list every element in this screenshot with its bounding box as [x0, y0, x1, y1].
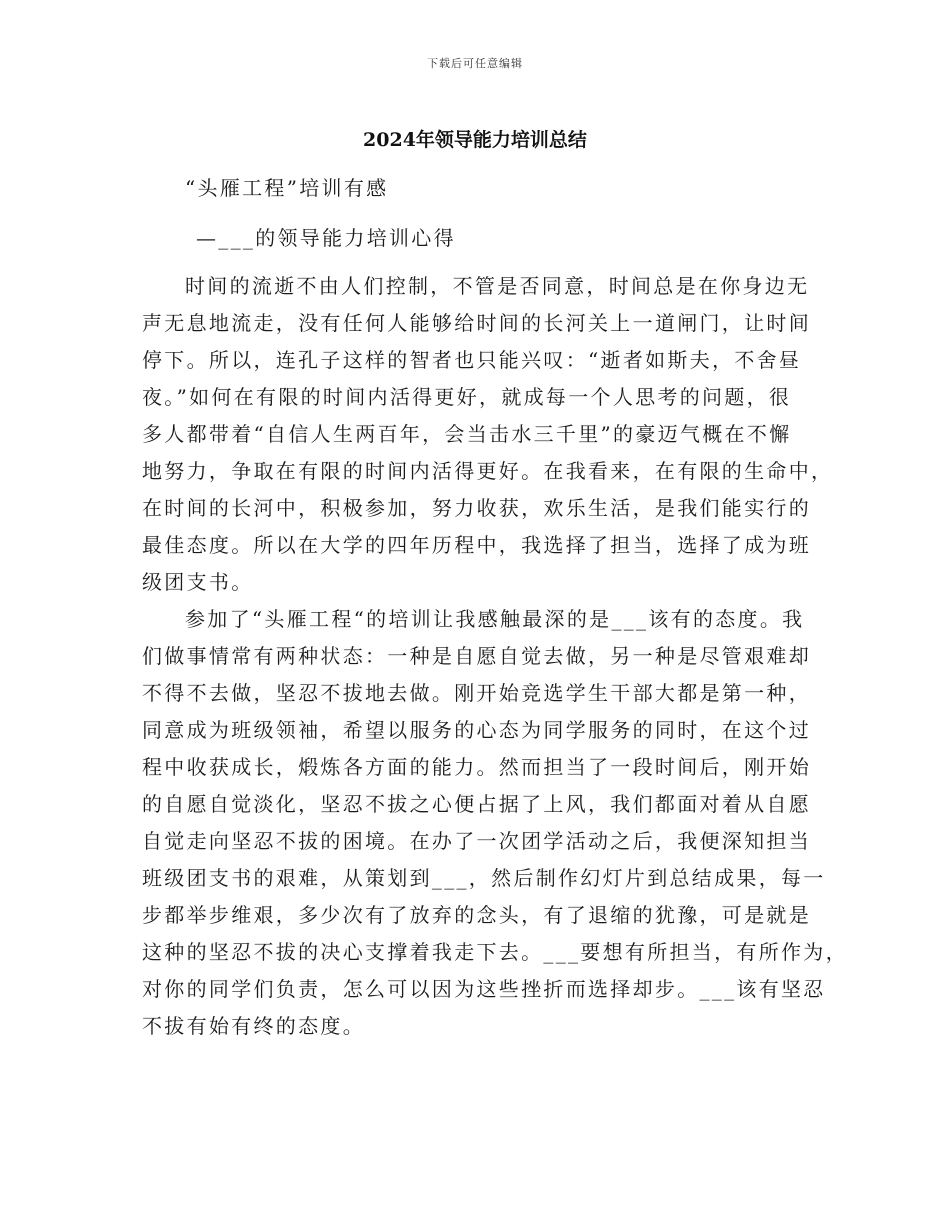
paragraph-line: 在时间的长河中，积极参加，努力收获，欢乐生活，是我们能实行的: [142, 496, 811, 520]
document-title: 2024年领导能力培训总结: [363, 129, 587, 151]
paragraph-line: 同意成为班级领袖，希望以服务的心态为同学服务的同时，在这个过: [142, 718, 811, 742]
paragraph-line: 不拔有始有终的态度。: [142, 1014, 365, 1038]
paragraph-line: 最佳态度。所以在大学的四年历程中，我选择了担当，选择了成为班: [142, 533, 811, 557]
paragraph-line: 们做事情常有两种状态：一种是自愿自觉去做，另一种是尽管艰难却: [142, 644, 811, 668]
paragraph-line: 步都举步维艰，多少次有了放弃的念头，有了退缩的犹豫，可是就是: [142, 903, 811, 927]
paragraph-line: 夜。”如何在有限的时间内活得更好，就成每一个人思考的问题，很: [142, 385, 792, 409]
paragraph-line: 的自愿自觉淡化，坚忍不拔之心便占据了上风，我们都面对着从自愿: [142, 792, 811, 816]
paragraph-line: 这种的坚忍不拔的决心支撑着我走下去。___要想有所担当，有所作为，: [142, 940, 848, 964]
document-byline: —___的领导能力培训心得: [196, 226, 456, 250]
paragraph-line: 对你的同学们负责，怎么可以因为这些挫折而选择却步。___该有坚忍: [142, 977, 826, 1001]
paragraph-line: 地努力，争取在有限的时间内活得更好。在我看来，在有限的生命中，: [142, 459, 834, 483]
page-header-note: 下载后可任意编辑: [427, 57, 523, 70]
paragraph-line: 程中收获成长，煅炼各方面的能力。然而担当了一段时间后，刚开始: [142, 755, 811, 779]
document-subtitle: “头雁工程”培训有感: [185, 176, 389, 200]
paragraph-line: 级团支书。: [142, 570, 254, 594]
paragraph-line: 停下。所以，连孔子这样的智者也只能兴叹：“逝者如斯夫，不舍昼: [142, 348, 802, 372]
paragraph-line: 时间的流逝不由人们控制，不管是否同意，时间总是在你身边无: [185, 274, 810, 298]
paragraph-line: 不得不去做，坚忍不拔地去做。刚开始竞选学生干部大都是第一种，: [142, 681, 811, 705]
paragraph-line: 参加了“头雁工程“的培训让我感触最深的是___该有的态度。我: [185, 607, 805, 631]
paragraph-line: 班级团支书的艰难，从策划到___，然后制作幻灯片到总结成果，每一: [142, 866, 826, 890]
paragraph-line: 自觉走向坚忍不拔的困境。在办了一次团学活动之后，我便深知担当: [142, 829, 811, 853]
paragraph-line: 声无息地流走，没有任何人能够给时间的长河关上一道闸门，让时间: [142, 311, 811, 335]
paragraph-line: 多人都带着“自信人生两百年，会当击水三千里”的豪迈气概在不懈: [142, 422, 792, 446]
